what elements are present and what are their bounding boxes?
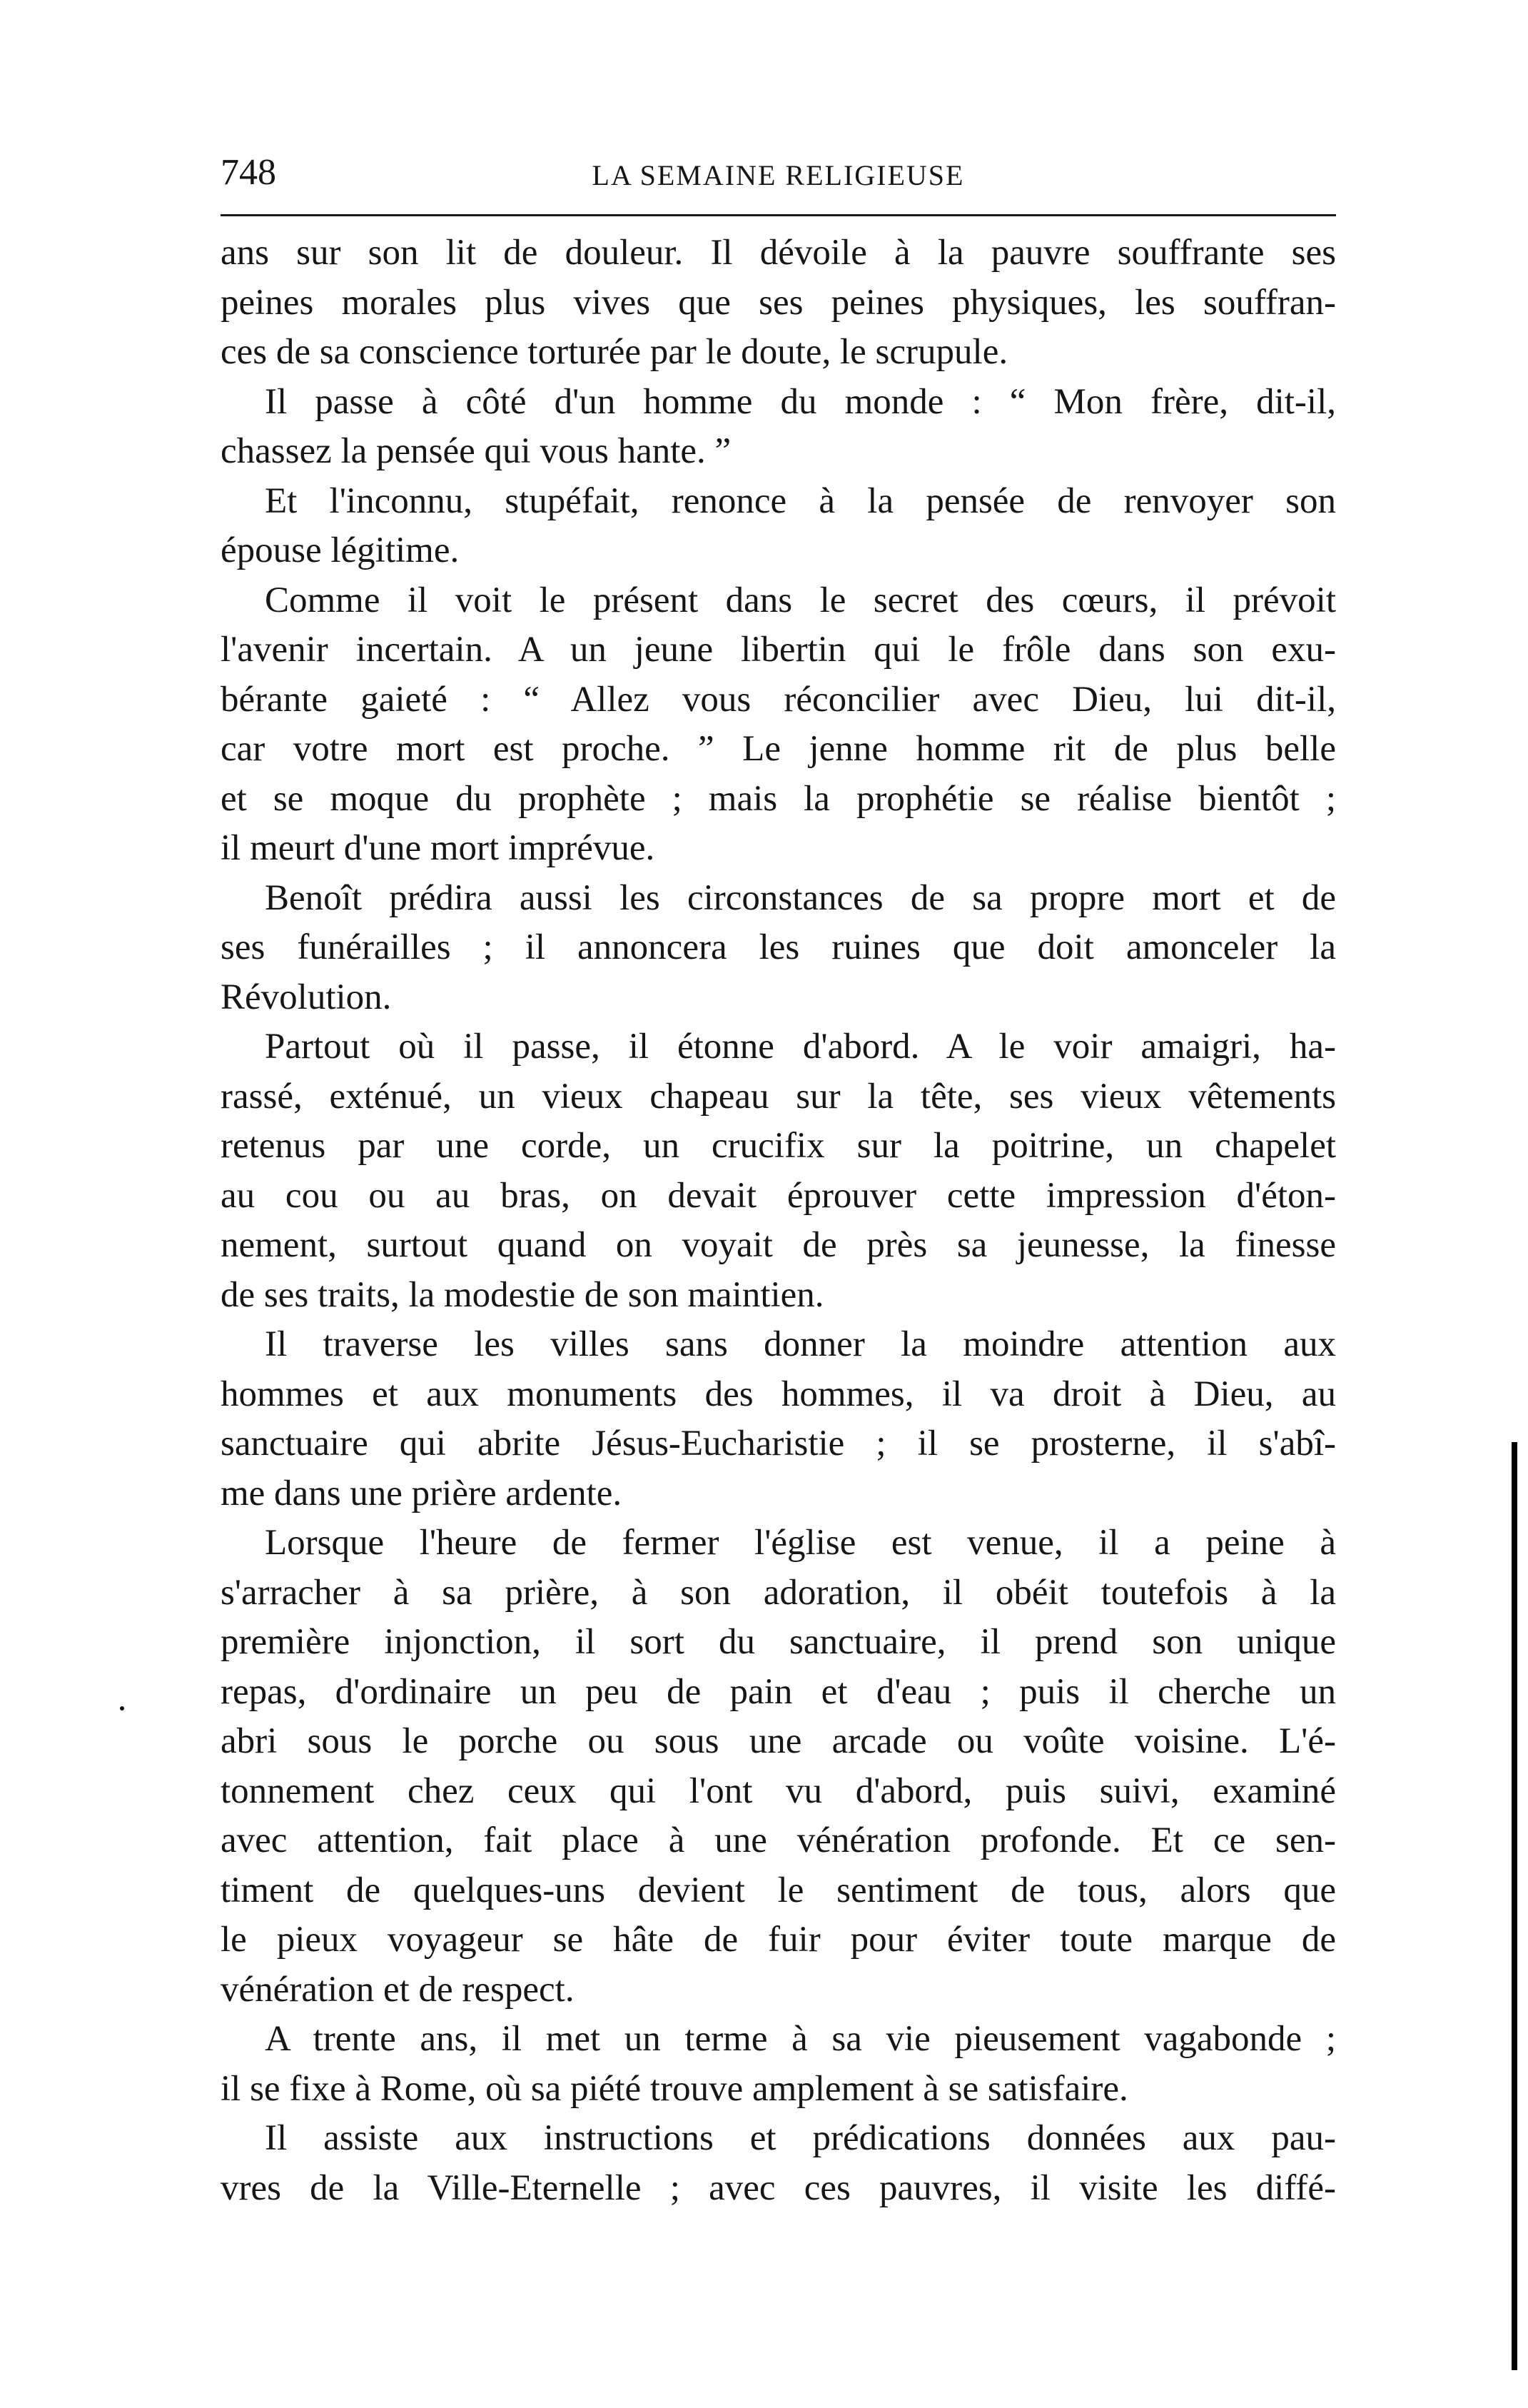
scan-edge-mark <box>1512 1442 1517 2370</box>
text-line: au cou ou au bras, on devait éprouver cette impression d'éton- <box>221 1175 1336 1216</box>
text-line: abri sous le porche ou sous une arcade ou voûte voisine. L'é- <box>221 1721 1336 1761</box>
text-line: repas, d'ordinaire un peu de pain et d'eau ; puis il cherche un <box>221 1671 1336 1712</box>
text-line: hommes et aux monuments des hommes, il va droit à Dieu, au <box>221 1374 1336 1414</box>
text-line: rassé, exténué, un vieux chapeau sur la tête, ses vieux vêtements <box>221 1076 1336 1117</box>
body-text <box>221 228 1336 2213</box>
text-line: sanctuaire qui abrite Jésus-Eucharistie ; il se prosterne, il s'abî- <box>221 1424 1336 1464</box>
text-line: chassez la pensée qui vous hante. ” <box>221 431 732 471</box>
text-line: me dans une prière ardente. <box>221 1473 622 1513</box>
text-line: retenus par une corde, un crucifix sur la poitrine, un chapelet <box>221 1126 1336 1166</box>
text-line: Lorsque l'heure de fermer l'église est venue, il a peine à <box>265 1523 1336 1563</box>
text-line: ans sur son lit de douleur. Il dévoile à la pauvre souffrante ses <box>221 233 1336 273</box>
text-line: car votre mort est proche. ” Le jenne homme rit de plus belle <box>221 729 1336 769</box>
text-line: le pieux voyageur se hâte de fuir pour éviter toute marque de <box>221 1920 1336 1960</box>
text-line: Il traverse les villes sans donner la moindre attention aux <box>265 1324 1336 1364</box>
text-line: Et l'inconnu, stupéfait, renonce à la pensée de renvoyer son <box>265 480 1336 521</box>
text-line: vénération et de respect. <box>221 1969 575 2010</box>
text-line: tonnement chez ceux qui l'ont vu d'abord, puis suivi, examiné <box>221 1770 1336 1811</box>
text-line: Benoît prédira aussi les circonstances de sa propre mort et de <box>265 877 1336 918</box>
text-line: s'arracher à sa prière, à son adoration, il obéit toutefois à la <box>221 1572 1336 1613</box>
text-line: l'avenir incertain. A un jeune libertin qui le frôle dans son exu- <box>221 630 1336 670</box>
header-rule <box>221 214 1336 216</box>
text-line: ces de sa conscience torturée par le doute, le scrupule. <box>221 332 1008 372</box>
text-line: A trente ans, il met un terme à sa vie pieusement vagabonde ; <box>265 2019 1336 2059</box>
running-title: LA SEMAINE RELIGIEUSE <box>592 159 965 191</box>
text-line: nement, surtout quand on voyait de près sa jeunesse, la finesse <box>221 1225 1336 1265</box>
text-line: Il assiste aux instructions et prédications données aux pau- <box>265 2118 1336 2158</box>
text-line: avec attention, fait place à une vénération profonde. Et ce sen- <box>221 1820 1336 1860</box>
text-line: et se moque du prophète ; mais la prophétie se réalise bientôt ; <box>221 778 1336 819</box>
text-line: peines morales plus vives que ses peines physiques, les souffran- <box>221 282 1336 323</box>
text-line: bérante gaieté : “ Allez vous réconcilier avec Dieu, lui dit-il, <box>221 679 1336 720</box>
text-line: de ses traits, la modestie de son maintien. <box>221 1274 824 1315</box>
text-line: timent de quelques-uns devient le sentiment de tous, alors que <box>221 1870 1336 1910</box>
page-number: 748 <box>221 152 276 193</box>
page-header <box>221 151 1336 194</box>
text-line: épouse légitime. <box>221 530 460 570</box>
text-line: Comme il voit le présent dans le secret des cœurs, il prévoit <box>265 580 1336 620</box>
text-line: Il passe à côté d'un homme du monde : “ Mon frère, dit-il, <box>265 381 1336 422</box>
text-line: Partout où il passe, il étonne d'abord. A le voir amaigri, ha- <box>265 1027 1336 1067</box>
text-line: ses funérailles ; il annoncera les ruines que doit amonceler la <box>221 927 1336 967</box>
text-line: il se fixe à Rome, où sa piété trouve amplement à se satisfaire. <box>221 2068 1128 2109</box>
text-line: vres de la Ville-Eternelle ; avec ces pauvres, il visite les diffé- <box>221 2167 1336 2208</box>
text-line: il meurt d'une mort imprévue. <box>221 828 655 868</box>
text-line: Révolution. <box>221 977 392 1017</box>
scan-dot <box>120 1706 124 1711</box>
text-line: première injonction, il sort du sanctuaire, il prend son unique <box>221 1622 1336 1662</box>
